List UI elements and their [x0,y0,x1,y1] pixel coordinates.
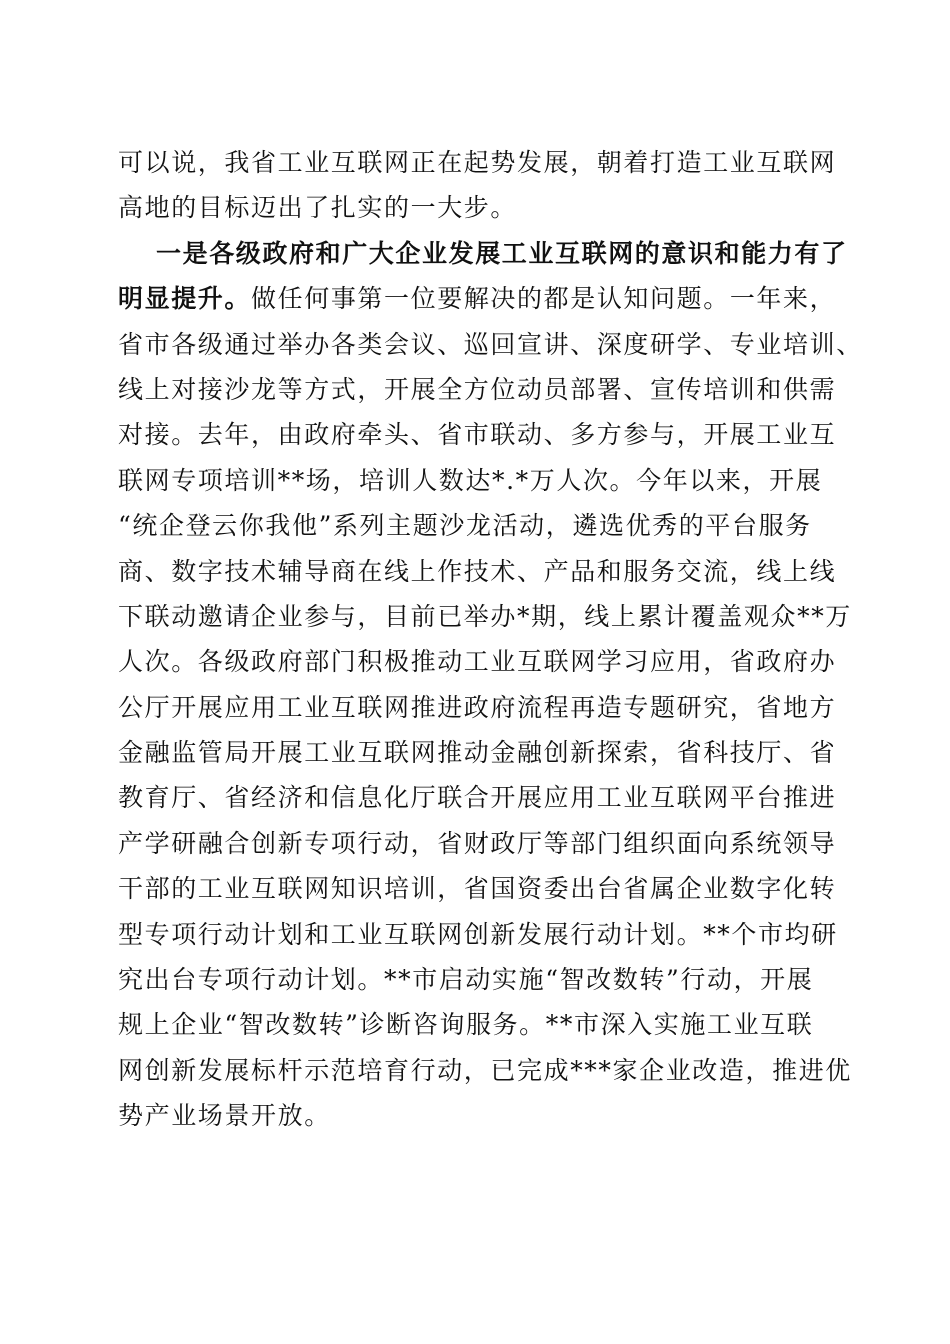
text-line-rest: 做任何事第一位要解决的都是认知问题。一年来， [251,284,837,314]
text-line: “统企登云你我他”系列主题沙龙活动，遴选优秀的平台服务 [118,511,812,541]
paragraph-1 [118,140,838,231]
text-line: 省市各级通过举办各类会议、巡回宣讲、深度研学、专业培训、 [118,329,863,359]
text-line: 高地的目标迈出了扎实的一大步。 [118,193,518,223]
text-line: 对接。去年，由政府牵头、省市联动、多方参与，开展工业互 [118,420,837,450]
text-line: 可以说，我省工业互联网正在起势发展，朝着打造工业互联网 [118,148,837,177]
text-line: 金融监管局开展工业互联网推动金融创新探索，省科技厅、省 [118,738,837,768]
text-line: 人次。各级政府部门积极推动工业互联网学习应用，省政府办 [118,647,837,677]
text-line: 线上对接沙龙等方式，开展全方位动员部署、宣传培训和供需 [118,374,837,404]
text-line: 干部的工业互联网知识培训，省国资委出台省属企业数字化转 [118,874,837,904]
text-line: 规上企业“智改数转”诊断咨询服务。**市深入实施工业互联 [118,1010,814,1040]
text-line: 究出台专项行动计划。**市启动实施“智改数转”行动，开展 [118,965,814,995]
text-line: 教育厅、省经济和信息化厅联合开展应用工业互联网平台推进 [118,783,837,813]
heading-line-end: 明显提升。 [118,284,252,314]
text-line: 网创新发展标杆示范培育行动，已完成***家企业改造，推进优 [118,1055,852,1085]
heading-line: 一是各级政府和广大企业发展工业互联网的意识和能力有了 [156,238,848,268]
document-body [118,140,863,1139]
text-line: 商、数字技术辅导商在线上作技术、产品和服务交流，线上线 [118,556,837,586]
text-line: 下联动邀请企业参与，目前已举办*期，线上累计覆盖观众**万 [118,601,852,631]
text-line: 型专项行动计划和工业互联网创新发展行动计划。**个市均研 [118,919,838,949]
paragraph-2 [118,231,863,1139]
text-line: 产学研融合创新专项行动，省财政厅等部门组织面向系统领导 [118,828,837,858]
text-line: 势产业场景开放。 [118,1101,331,1131]
text-line: 联网专项培训**场，培训人数达*.*万人次。今年以来，开展 [118,465,823,495]
text-line: 公厅开展应用工业互联网推进政府流程再造专题研究，省地方 [118,692,837,722]
text-line [118,276,838,321]
